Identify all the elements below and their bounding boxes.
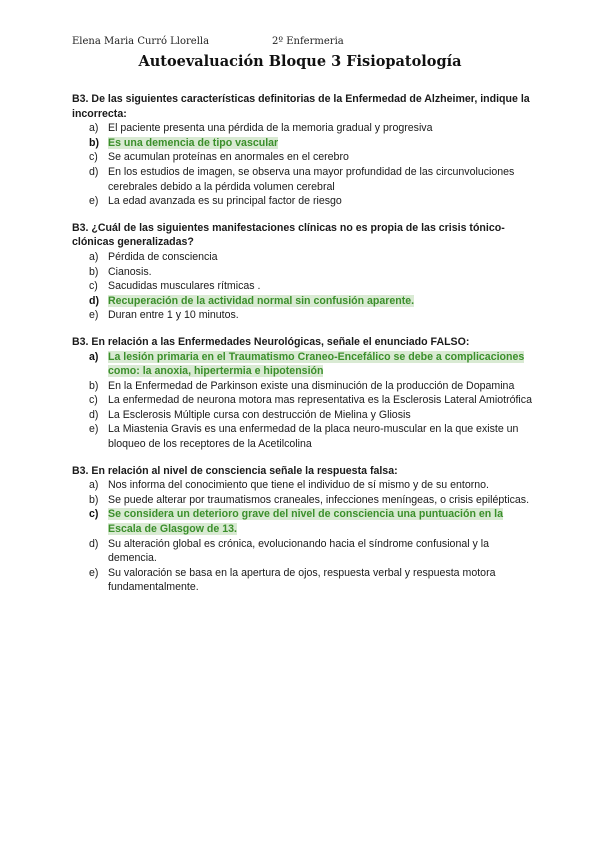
option-text: La Esclerosis Múltiple cursa con destrucción de Mielina y Gliosis: [108, 408, 411, 421]
option-d: [72, 537, 532, 566]
option-a-highlighted: [72, 350, 532, 379]
option-letter: b): [89, 493, 99, 506]
option-letter: d): [89, 165, 99, 178]
question-stem: B3. De las siguientes características definitorias de la Enfermedad de Alzheimer, indique la incorrecta:: [72, 93, 530, 120]
question-4: [72, 464, 532, 595]
option-b-highlighted: [72, 136, 532, 151]
option-text: En los estudios de imagen, se observa una mayor profundidad de las circunvoluciones cerebrales debido a la pérdida volumen cerebral: [108, 165, 515, 193]
option-letter: a): [89, 122, 99, 135]
option-text: Su valoración se basa en la apertura de ojos, respuesta verbal y respuesta motora fundamentalmente.: [108, 566, 496, 594]
questions-container: [72, 92, 532, 607]
option-e: [72, 308, 532, 323]
option-c: [72, 150, 532, 165]
page-title: Autoevaluación Bloque 3 Fisiopatología: [138, 53, 462, 70]
option-text: Se acumulan proteínas en anormales en el cerebro: [108, 151, 349, 164]
option-text: Se considera un deterioro grave del nivel de consciencia una puntuación en la Escala de Glasgow de 13.: [108, 508, 504, 536]
options-list: [72, 250, 532, 323]
option-letter: b): [89, 379, 99, 392]
option-a: [72, 478, 532, 493]
option-letter: a): [89, 479, 99, 492]
option-e: [72, 566, 532, 595]
question-2: [72, 221, 532, 323]
option-letter: e): [89, 195, 99, 208]
option-b: [72, 379, 532, 394]
option-letter: e): [89, 423, 99, 436]
option-letter: c): [89, 508, 99, 521]
option-e: [72, 194, 532, 209]
options-list: [72, 478, 532, 595]
question-1: [72, 92, 532, 209]
option-letter: c): [89, 151, 98, 164]
option-c: [72, 279, 532, 294]
option-text: El paciente presenta una pérdida de la memoria gradual y progresiva: [108, 122, 433, 135]
option-e: [72, 422, 532, 451]
option-letter: b): [89, 136, 99, 149]
option-b: [72, 265, 532, 280]
option-letter: c): [89, 280, 98, 293]
option-text: Cianosis.: [108, 265, 152, 278]
option-d: [72, 165, 532, 194]
option-a: [72, 121, 532, 136]
option-text: Recuperación de la actividad normal sin confusión aparente.: [108, 294, 415, 307]
option-text: Nos informa del conocimiento que tiene el individuo de sí mismo y de su entorno.: [108, 479, 489, 492]
option-letter: d): [89, 537, 99, 550]
header-course: 2º Enfermeria: [272, 36, 344, 47]
question-stem: B3. ¿Cuál de las siguientes manifestaciones clínicas no es propia de las crisis tónico-clónicas generalizadas?: [72, 221, 505, 249]
option-letter: c): [89, 394, 98, 407]
option-text: Se puede alterar por traumatismos craneales, infecciones meníngeas, o crisis epilépticas.: [108, 493, 530, 506]
option-letter: e): [89, 309, 99, 322]
option-text: En la Enfermedad de Parkinson existe una disminución de la producción de Dopamina: [108, 379, 515, 392]
option-letter: a): [89, 350, 99, 363]
option-letter: e): [89, 566, 99, 579]
option-text: Pérdida de consciencia: [108, 250, 218, 263]
option-c-highlighted: [72, 507, 532, 536]
option-text: La lesión primaria en el Traumatismo Craneo-Encefálico se debe a complicaciones como: la anoxia, hipertermia e hipotensión: [108, 350, 525, 378]
option-d: [72, 408, 532, 423]
header-author: Elena Maria Curró Llorella: [72, 36, 210, 47]
option-text: La enfermedad de neurona motora mas representativa es la Esclerosis Lateral Amiotrófica: [108, 394, 532, 407]
option-letter: d): [89, 408, 99, 421]
option-letter: d): [89, 294, 99, 307]
question-stem: B3. En relación a las Enfermedades Neurológicas, señale el enunciado FALSO:: [72, 335, 470, 348]
option-text: Sacudidas musculares rítmicas .: [108, 280, 261, 293]
option-text: Duran entre 1 y 10 minutos.: [108, 309, 239, 322]
options-list: [72, 350, 532, 452]
option-text: La Miastenia Gravis es una enfermedad de la placa neuro-muscular en la que existe un bloqueo de los receptores de la Acetilcolina: [108, 423, 519, 451]
option-letter: b): [89, 265, 99, 278]
option-c: [72, 393, 532, 408]
option-text: Es una demencia de tipo vascular: [108, 136, 279, 149]
option-b: [72, 493, 532, 508]
option-a: [72, 250, 532, 265]
question-3: [72, 335, 532, 452]
option-text: Su alteración global es crónica, evolucionando hacia el síndrome confusional y la demencia.: [108, 537, 490, 565]
options-list: [72, 121, 532, 209]
question-stem: B3. En relación al nivel de consciencia señale la respuesta falsa:: [72, 464, 398, 477]
option-text: La edad avanzada es su principal factor de riesgo: [108, 195, 342, 208]
option-d-highlighted: [72, 294, 532, 309]
option-letter: a): [89, 250, 99, 263]
